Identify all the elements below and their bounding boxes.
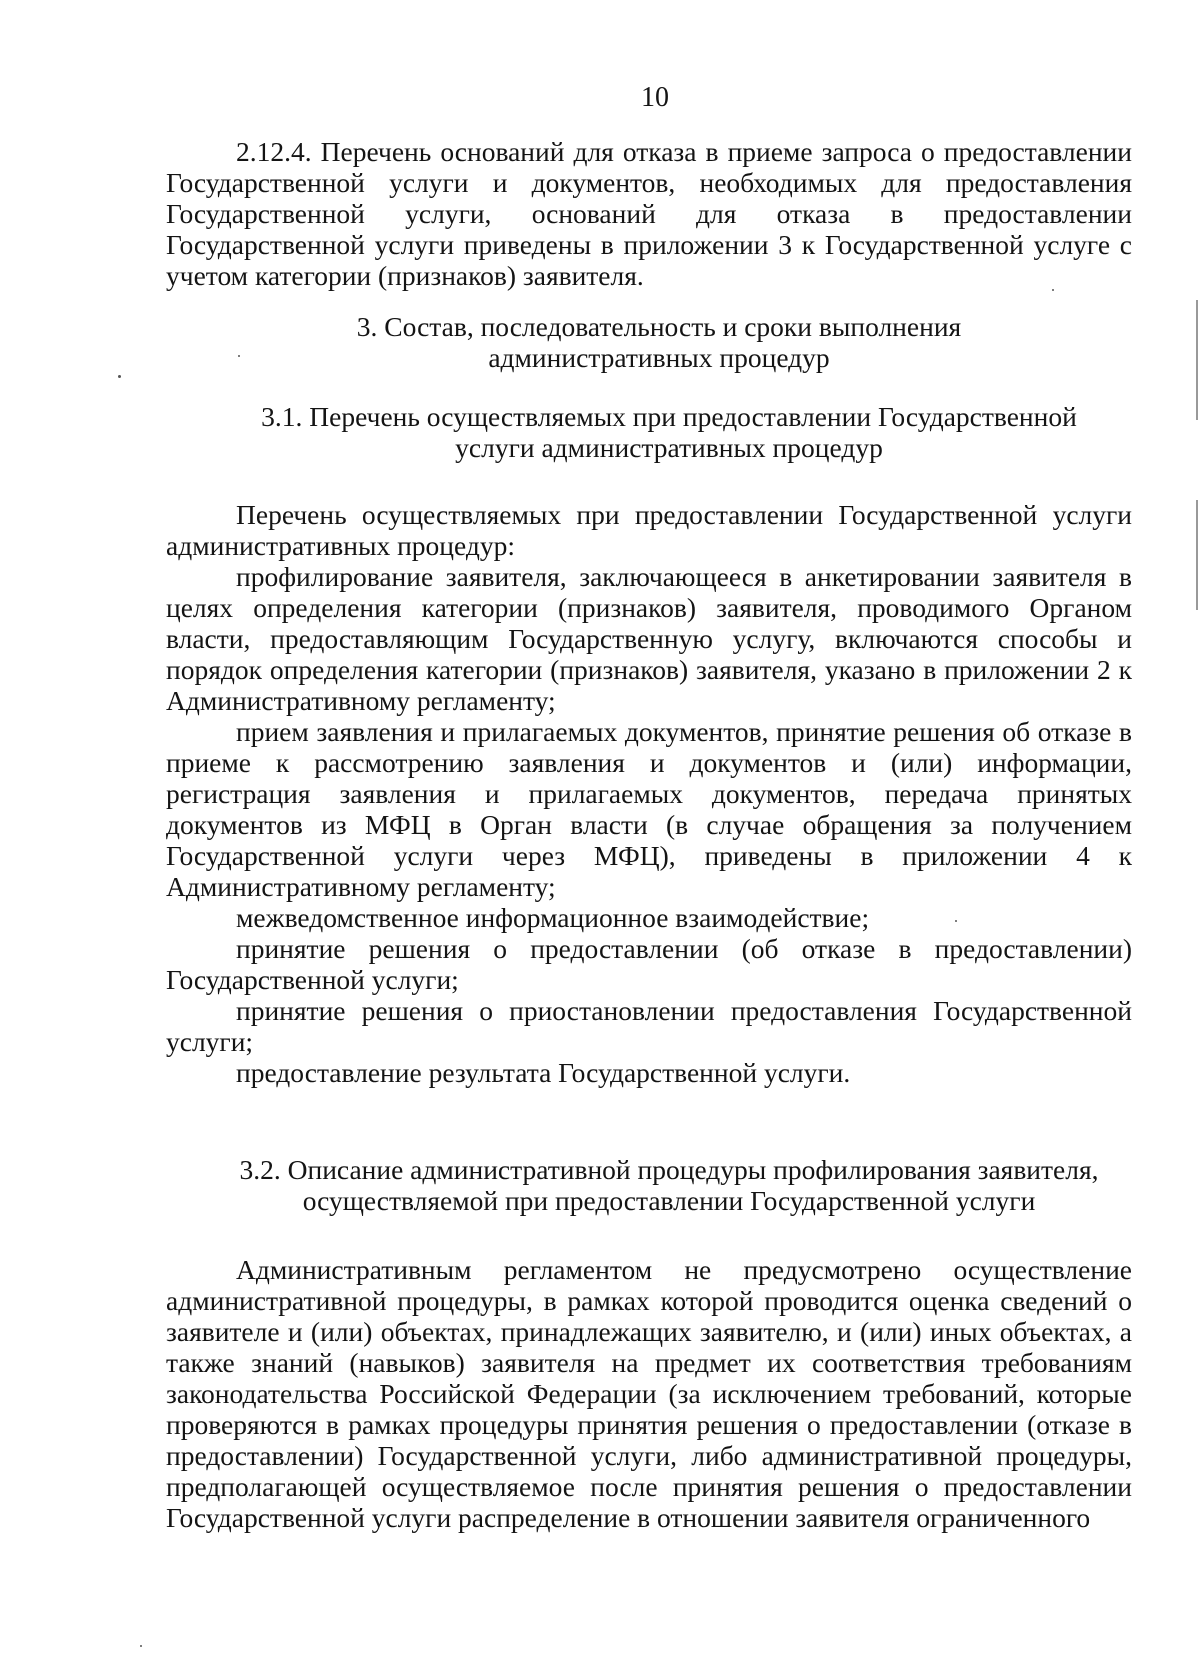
scan-speck xyxy=(140,1645,142,1647)
paragraph-2-12-4: 2.12.4. Перечень оснований для отказа в приеме запроса о предоставлении Государственной услуги и документов, необходимых для предоставления Государственной услуги, оснований для отказа в предоставлении Государственной услуги приведены в приложении 3 к Государственной услуге с учетом категории (признаков) заявителя. xyxy=(166,136,1132,291)
procedure-item: принятие решения о приостановлении предоставления Государственной услуги; xyxy=(166,995,1132,1057)
section-3-2-heading-line-2: осуществляемой при предоставлении Государственной услуги xyxy=(302,1185,1036,1216)
section-3-1-heading-line-1: 3.1. Перечень осуществляемых при предоставлении Государственной xyxy=(261,401,1077,432)
procedure-item: прием заявления и прилагаемых документов, принятие решения об отказе в приеме к рассмотрению заявления и документов и (или) информации, регистрация заявления и прилагаемых документов, передача принятых документов из МФЦ в Орган власти (в случае обращения за получением Государственной услуги через МФЦ), приведены в приложении 4 к Административному регламенту; xyxy=(166,716,1132,902)
scan-speck xyxy=(1052,289,1054,291)
section-3-2-heading-line-1: 3.2. Описание административной процедуры профилирования заявителя, xyxy=(239,1154,1099,1185)
scan-speck xyxy=(118,375,121,378)
section-3-heading-line-2: административных процедур xyxy=(488,342,830,373)
scan-speck xyxy=(955,920,957,922)
scan-edge-mark xyxy=(1196,300,1198,420)
page-number: 10 xyxy=(641,82,669,113)
section-3-1-heading xyxy=(206,401,1132,463)
section-3-1-intro: Перечень осуществляемых при предоставлении Государственной услуги административных процедур: xyxy=(166,499,1132,561)
section-3-2-heading xyxy=(206,1154,1132,1216)
procedure-item: межведомственное информационное взаимодействие; xyxy=(236,902,870,933)
procedure-item: профилирование заявителя, заключающееся в анкетировании заявителя в целях определения категории (признаков) заявителя, проводимого Органом власти, предоставляющим Государственную услугу, включаются способы и порядок определения категории (признаков) заявителя, указано в приложении 2 к Административному регламенту; xyxy=(166,561,1132,716)
section-3-2-body: Административным регламентом не предусмотрено осуществление административной процедуры, в рамках которой проводится оценка сведений о заявителе и (или) объектах, принадлежащих заявителю, и (или) иных объектах, а также знаний (навыков) заявителя на предмет их соответствия требованиям законодательства Российской Федерации (за исключением требований, которые проверяются в рамках процедуры принятия решения о предоставлении (отказе в предоставлении) Государственной услуги, либо административной процедуры, предполагающей осуществляемое после принятия решения о предоставлении Государственной услуги распределение в отношении заявителя ограниченного xyxy=(166,1254,1132,1533)
procedure-item: предоставление результата Государственной услуги. xyxy=(236,1057,851,1088)
document-body xyxy=(166,136,1132,1533)
scan-speck xyxy=(238,355,240,357)
section-3-1-heading-line-2: услуги административных процедур xyxy=(455,432,883,463)
scan-edge-mark xyxy=(1196,500,1198,610)
section-3-heading xyxy=(186,311,1132,373)
procedure-item: принятие решения о предоставлении (об отказе в предоставлении) Государственной услуги; xyxy=(166,933,1132,995)
section-3-heading-line-1: 3. Состав, последовательность и сроки выполнения xyxy=(356,311,962,342)
